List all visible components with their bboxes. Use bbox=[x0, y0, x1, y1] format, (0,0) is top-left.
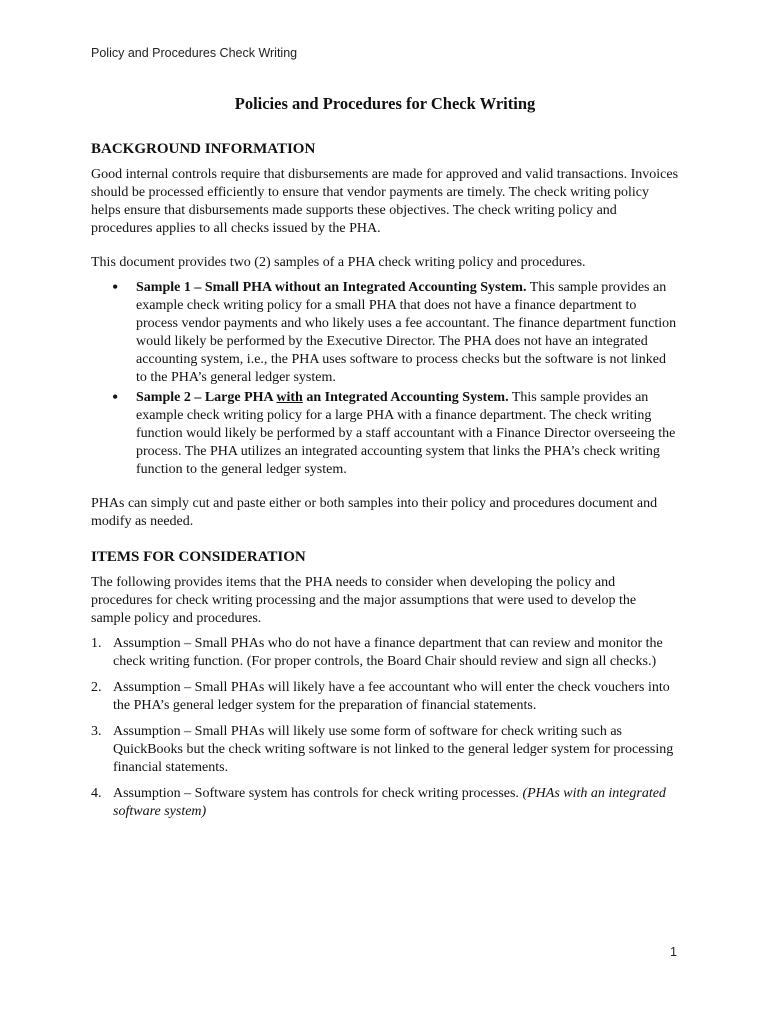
sample-2-label-post: an Integrated Accounting System. bbox=[302, 390, 509, 405]
assumption-text: Assumption – Software system has controls for check writing processes. bbox=[113, 786, 523, 801]
assumption-item-4 bbox=[91, 785, 679, 821]
bullet-icon: • bbox=[112, 277, 119, 297]
assumption-number: 1. bbox=[91, 636, 102, 651]
page-header: Policy and Procedures Check Writing bbox=[91, 46, 298, 60]
sample-2-text: This sample provides an example check writing policy for a large PHA with a finance department. The check writing function would likely be performed by a staff accountant with a Finance Director overseeing the process. The PHA utilizes an integrated accounting system that links the PHA’s check writing function to the general ledger system. bbox=[136, 390, 676, 477]
assumption-item-1 bbox=[91, 635, 679, 671]
sample-1-label: Sample 1 – Small PHA without an Integrated Accounting System. bbox=[136, 280, 527, 295]
background-paragraph-2: This document provides two (2) samples of a PHA check writing policy and procedures. bbox=[91, 255, 586, 270]
document-title: Policies and Procedures for Check Writing bbox=[234, 94, 536, 113]
background-paragraph-3: PHAs can simply cut and paste either or both samples into their policy and procedures document and modify as needed. bbox=[91, 496, 658, 529]
assumption-text: Assumption – Small PHAs will likely have a fee accountant who will enter the check vouchers into the PHA’s general ledger system for the preparation of financial statements. bbox=[113, 680, 670, 713]
assumptions-list bbox=[91, 635, 679, 821]
sample-2-label-pre: Sample 2 – Large PHA bbox=[136, 390, 277, 405]
assumption-text: Assumption – Small PHAs will likely use some form of software for check writing such as QuickBooks but the check writing software is not linked to the general ledger system for processing financial statements. bbox=[113, 724, 674, 775]
samples-list bbox=[91, 279, 679, 479]
sample-2-item bbox=[91, 389, 679, 479]
assumption-text: Assumption – Small PHAs who do not have a finance department that can review and monitor the check writing function. (For proper controls, the Board Chair should review and sign all checks.) bbox=[113, 636, 663, 669]
bullet-icon: • bbox=[112, 387, 119, 407]
assumption-number: 2. bbox=[91, 680, 102, 695]
considerations-intro: The following provides items that the PHA needs to consider when developing the policy and procedures for check writing processing and the major assumptions that were used to develop the sample policy and procedures. bbox=[91, 575, 637, 626]
assumption-item-2 bbox=[91, 679, 679, 715]
document-body bbox=[91, 93, 679, 821]
sample-1-text: This sample provides an example check writing policy for a small PHA that does not have a finance department to process vendor payments and who likely uses a fee accountant. The finance department function would likely be performed by the Executive Director. The PHA does not have an integrated accounting system, i.e., the PHA uses software to process checks but the software is not linked to the PHA’s general ledger system. bbox=[136, 280, 677, 385]
assumption-number: 4. bbox=[91, 786, 102, 801]
assumption-item-3 bbox=[91, 723, 679, 777]
sample-2-label-with: with bbox=[276, 390, 303, 405]
sample-1-item bbox=[91, 279, 679, 387]
considerations-heading: ITEMS FOR CONSIDERATION bbox=[91, 549, 306, 565]
background-heading: BACKGROUND INFORMATION bbox=[91, 141, 316, 157]
background-paragraph-1: Good internal controls require that disbursements are made for approved and valid transactions. Invoices should be processed efficiently to ensure that vendor payments are timely. The check writing policy helps ensure that disbursements made supports these objectives. The check writing policy and procedures applies to all checks issued by the PHA. bbox=[91, 167, 679, 236]
assumption-italic-note: (PHAs with an integrated software system) bbox=[113, 786, 666, 819]
assumption-number: 3. bbox=[91, 724, 102, 739]
page-number: 1 bbox=[670, 945, 677, 959]
